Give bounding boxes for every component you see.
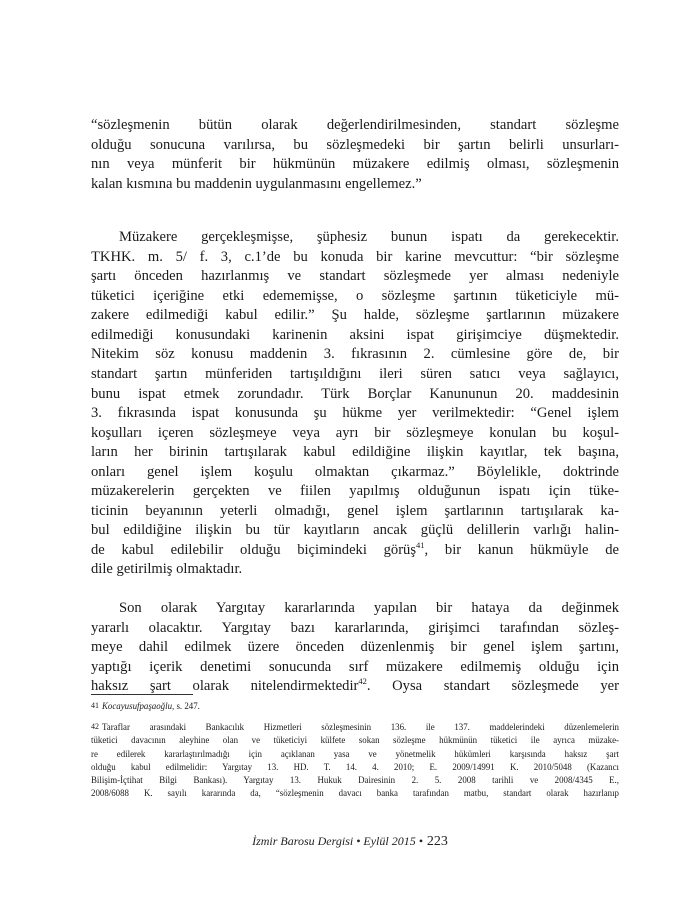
text-segment: haksız şart olarak nitelendirmektedir <box>91 678 359 695</box>
text-line: 3. fıkrasında ispat konusunda şu hükme yer verilmektedir: “Genel işlem <box>91 405 619 422</box>
text-line: koşulları içeren sözleşmeye veya ayrı bir sözleşmeye konulan bu koşul- <box>91 424 619 441</box>
text-line: edilmediği konusundaki karinenin aksini ispat girişimciye düşmektedir. <box>91 326 619 343</box>
text-line: zakere edilmediği kabul edilir.” Şu halde, sözleşme şartlarının müzakere <box>91 307 619 324</box>
text-line <box>91 541 619 561</box>
text-line: “sözleşmenin bütün olarak değerlendirilmesinden, standart sözleşme <box>91 117 619 133</box>
page-number: 223 <box>426 834 448 849</box>
text-line: olduğu kabul edilmelidir: Yargıtay 13. HD. T. 14. 4. 2010; E. 2009/14991 K. 2010/5048 (Kazancı <box>91 761 619 772</box>
footnote-divider <box>91 694 193 695</box>
text-line: 2008/6088 K. sayılı kararında da, “sözleşmenin davacı banka tarafından matbu, standart olarak hazırlanıp <box>91 788 619 799</box>
footnote-number: 42 <box>91 722 99 732</box>
text-line: müzakerelerin gerçekten ve fiilen yapılmış olduğunun ispatı için tüke- <box>91 483 619 500</box>
text-line <box>91 721 619 734</box>
text-line: standart şartın münferiden tartışıldığını ileri süren satıcı veya sağlayıcı, <box>91 366 619 383</box>
text-line: TKHK. m. 5/ f. 3, c.1’de bu konuda bir karine mevcuttur: “bir sözleşme <box>91 248 619 265</box>
text-line: kalan kısmına bu maddenin uygulanmasını engellemez.” <box>91 175 422 192</box>
text-segment: . Oysa standart sözleşmede yer <box>366 678 619 695</box>
footnote-author: Kocayusufpaşaoğlu <box>102 701 173 711</box>
footnote-ref-42[interactable]: 42 <box>358 676 367 687</box>
text-line: Son olarak Yargıtay kararlarında yapılan bir hataya da değinmek <box>119 600 619 617</box>
text-line: Nitekim söz konusu maddenin 3. fıkrasının 2. cümlesine göre de, bir <box>91 346 619 363</box>
text-line: meye dahil edilmek üzere önceden düzenlenmiş bir genel işlem şartını, <box>91 639 619 656</box>
text-line: ların her birinin tartışılarak kabul edildiğine ilişkin kayıtlar, tek başına, <box>91 444 619 461</box>
footnote-42 <box>91 721 619 800</box>
footnote-41 <box>91 700 619 713</box>
text-line: ticinin beyanının yeterli olmadığı, genel işlem şartlarının tartışılarak ka- <box>91 502 619 519</box>
main-text <box>91 116 619 697</box>
text-line: olduğu sonucuna varılırsa, bu sözleşmedeki bir şartın belirli unsurları- <box>91 136 619 153</box>
text-line: tüketici davacının aleyhine olan ve tüketiciyi külfete sokan sözleşme hükmünün tüketici ile ayrıca müzake- <box>91 735 619 746</box>
text-line: onları genel işlem koşulu olmaktan çıkarmaz.” Böylelikle, doktrinde <box>91 463 619 480</box>
text-line: Bilişim-İçtihat Bilgi Bankası). Yargıtay 13. Hukuk Dairesinin 2. 5. 2008 tarihli ve 2008/4345 E., <box>91 775 619 786</box>
text-line: dile getirilmiş olmaktadır. <box>91 561 243 578</box>
footnote-text: Taraflar arasındaki Bankacılık Hizmetleri sözleşmesinin 136. ile 137. maddelerindeki düzenlemelerin <box>102 722 619 733</box>
paragraph-yargitay <box>91 599 619 697</box>
text-line: bunu ispat etmek zorundadır. Türk Borçlar Kanununun 20. maddesinin <box>91 385 619 402</box>
text-line: yararlı olacaktır. Yargıtay bazı kararlarında, girişimci tarafından sözleş- <box>91 619 619 636</box>
text-line: tüketici içeriğine etki edememişse, o sözleşme şartının tüketiciyle mü- <box>91 287 619 304</box>
paragraph-quote <box>91 116 619 194</box>
paragraph-muzakere <box>91 228 619 580</box>
footnote-number: 41 <box>91 701 99 710</box>
text-line: yaptığı içerik denetimi sonucunda sırf müzakere edilmemiş olduğu için <box>91 658 619 675</box>
text-line: nın veya münferit bir hükmünün müzakere edilmiş olması, sözleşmenin <box>91 156 619 173</box>
text-line: re edilerek kararlaştırılmadığı için açıklanan yasa ve yönetmelik hükümleri karşısında haksız şart <box>91 748 619 759</box>
text-segment: de kabul edilebilir olduğu biçimindeki görüş <box>91 541 417 558</box>
text-line: bul edildiğine ilişkin bu tür kayıtların ancak güçlü delillerin varlığı halin- <box>91 522 619 539</box>
page-footer <box>0 834 700 850</box>
footnote-ref-41[interactable]: 41 <box>416 540 425 551</box>
footnotes <box>91 700 619 800</box>
text-line: Müzakere gerçekleşmişse, şüphesiz bunun ispatı da gerekecektir. <box>119 229 619 246</box>
text-line <box>91 700 619 713</box>
text-segment: , bir kanun hükmüyle de <box>424 541 619 558</box>
journal-name: İzmir Barosu Dergisi • Eylül 2015 • <box>252 834 423 848</box>
footnote-text: , s. 247. <box>172 701 200 711</box>
text-line: şartı önceden hazırlanmış ve standart sözleşmede yer alması nedeniyle <box>91 268 619 285</box>
